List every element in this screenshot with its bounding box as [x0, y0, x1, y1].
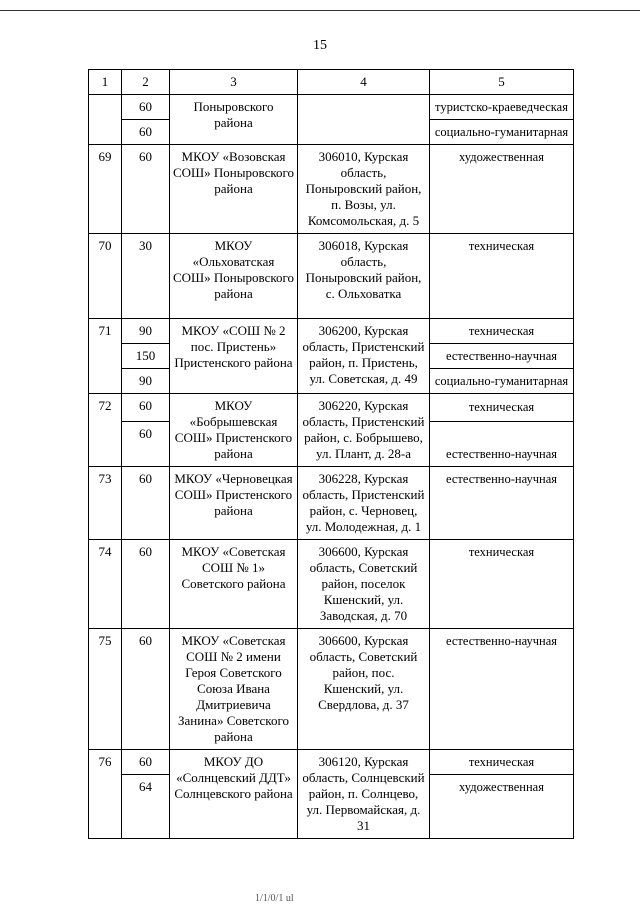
table-row — [89, 540, 574, 629]
row-number — [89, 95, 122, 145]
row-number: 69 — [89, 145, 122, 234]
table-row — [89, 750, 574, 775]
row-number: 76 — [89, 750, 122, 839]
table-row — [89, 394, 574, 422]
school-name: МКОУ «Черновецкая СОШ» Пристенского района — [170, 467, 298, 540]
address-cell: 306018, Курская область, Поныровский район, с. Ольховатка — [298, 234, 430, 319]
profile-cell: техническая — [430, 540, 574, 629]
row-number: 71 — [89, 319, 122, 394]
school-name: МКОУ «Возовская СОШ» Поныровского района — [170, 145, 298, 234]
table-row — [89, 319, 574, 344]
school-name: МКОУ ДО «Солнцевский ДДТ» Солнцевского района — [170, 750, 298, 839]
profile-cell: художественная — [430, 145, 574, 234]
profile-cell: естественно-научная — [430, 467, 574, 540]
scan-footer-mark: 1/1/0/1 ul — [255, 893, 294, 904]
school-name: МКОУ «Советская СОШ № 1» Советского района — [170, 540, 298, 629]
school-name: Поныровского района — [170, 95, 298, 145]
schools-table — [88, 69, 574, 839]
profile-cell: естественно-научная — [430, 629, 574, 750]
profile-cell: естественно-научная — [430, 421, 574, 466]
profile-cell: техническая — [430, 394, 574, 422]
profile-cell: художественная — [430, 775, 574, 839]
quantity-cell: 64 — [122, 775, 170, 839]
quantity-cell: 90 — [122, 319, 170, 344]
row-number: 74 — [89, 540, 122, 629]
school-name: МКОУ «СОШ № 2 пос. Пристень» Пристенского района — [170, 319, 298, 394]
col-header: 5 — [430, 70, 574, 95]
address-cell: 306600, Курская область, Советский район, пос. Кшенский, ул. Свердлова, д. 37 — [298, 629, 430, 750]
address-cell: 306220, Курская область, Пристенский район, с. Бобрышево, ул. Плант, д. 28-а — [298, 394, 430, 467]
address-cell: 306010, Курская область, Поныровский район, п. Возы, ул. Комсомольская, д. 5 — [298, 145, 430, 234]
col-header: 4 — [298, 70, 430, 95]
table-row — [89, 145, 574, 234]
col-header: 1 — [89, 70, 122, 95]
page-number: 15 — [313, 38, 327, 53]
quantity-cell: 60 — [122, 95, 170, 120]
quantity-cell: 90 — [122, 369, 170, 394]
col-header: 3 — [170, 70, 298, 95]
header-row — [89, 70, 574, 95]
quantity-cell: 150 — [122, 344, 170, 369]
col-header: 2 — [122, 70, 170, 95]
quantity-cell: 60 — [122, 394, 170, 422]
table-row — [89, 629, 574, 750]
profile-cell: социально-гуманитарная — [430, 369, 574, 394]
quantity-cell: 60 — [122, 421, 170, 466]
quantity-cell: 30 — [122, 234, 170, 319]
profile-cell: техническая — [430, 319, 574, 344]
quantity-cell: 60 — [122, 467, 170, 540]
row-number: 72 — [89, 394, 122, 467]
row-number: 75 — [89, 629, 122, 750]
quantity-cell: 60 — [122, 629, 170, 750]
table-row — [89, 234, 574, 319]
school-name: МКОУ «Бобрышевская СОШ» Пристенского района — [170, 394, 298, 467]
profile-cell: социально-гуманитарная — [430, 120, 574, 145]
row-number: 70 — [89, 234, 122, 319]
address-cell: 306600, Курская область, Советский район, поселок Кшенский, ул. Заводская, д. 70 — [298, 540, 430, 629]
address-cell — [298, 95, 430, 145]
quantity-cell: 60 — [122, 145, 170, 234]
address-cell: 306200, Курская область, Пристенский район, п. Пристень, ул. Советская, д. 49 — [298, 319, 430, 394]
quantity-cell: 60 — [122, 540, 170, 629]
school-name: МКОУ «Ольховатская СОШ» Поныровского района — [170, 234, 298, 319]
table-row — [89, 95, 574, 120]
address-cell: 306120, Курская область, Солнцевский район, п. Солнцево, ул. Первомайская, д. 31 — [298, 750, 430, 839]
profile-cell: туристско-краеведческая — [430, 95, 574, 120]
profile-cell: техническая — [430, 234, 574, 319]
quantity-cell: 60 — [122, 750, 170, 775]
top-rule — [0, 10, 640, 11]
quantity-cell: 60 — [122, 120, 170, 145]
profile-cell: естественно-научная — [430, 344, 574, 369]
table-row — [89, 467, 574, 540]
row-number: 73 — [89, 467, 122, 540]
profile-cell: техническая — [430, 750, 574, 775]
school-name: МКОУ «Советская СОШ № 2 имени Героя Советского Союза Ивана Дмитриевича Занина» Советского района — [170, 629, 298, 750]
address-cell: 306228, Курская область, Пристенский район, с. Черновец, ул. Молодежная, д. 1 — [298, 467, 430, 540]
